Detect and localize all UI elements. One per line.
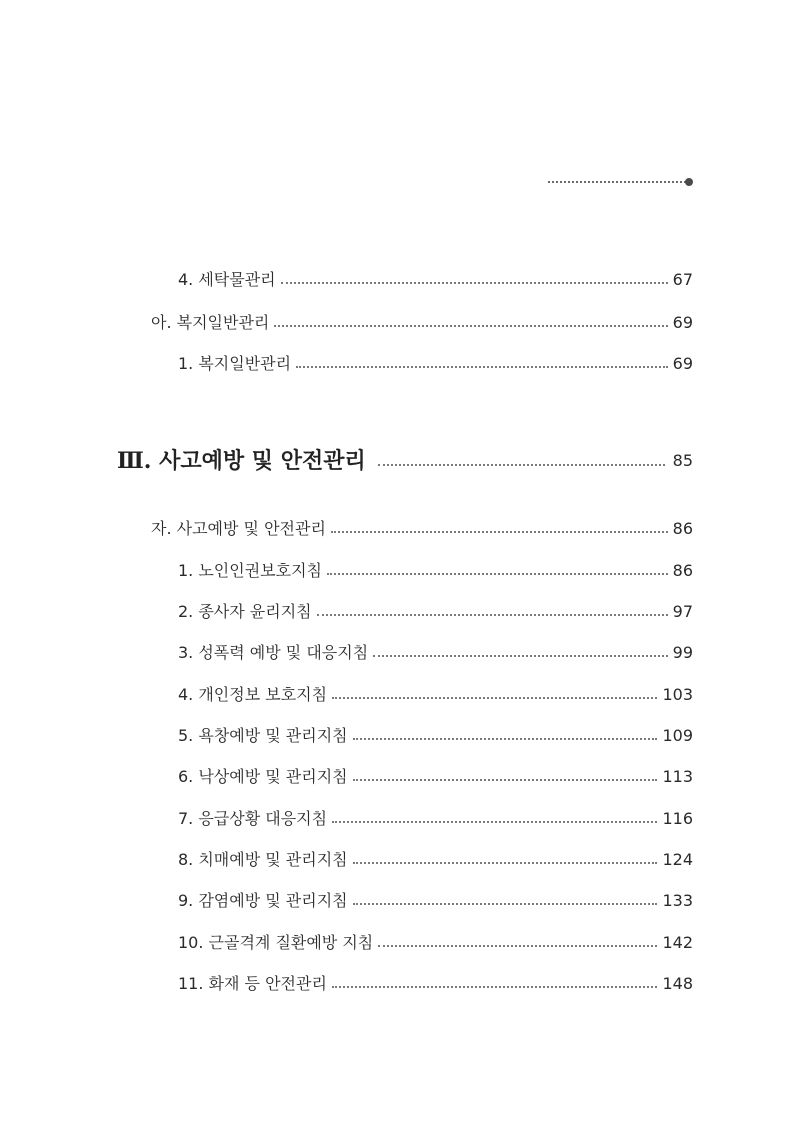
- toc-entry-page: 103: [662, 685, 693, 704]
- toc-entry-label: 11. 화재 등 안전관리: [178, 974, 327, 993]
- toc-entry-page: 97: [672, 602, 693, 621]
- toc-entry-page: 69: [672, 354, 693, 373]
- toc-entry-label: 4. 개인정보 보호지침: [178, 685, 328, 704]
- toc-entry-page: 99: [672, 643, 693, 662]
- toc-entry-page: 124: [662, 850, 693, 869]
- toc-section-entry[interactable]: [151, 310, 693, 336]
- toc-entry-label: 7. 응급상황 대응지침: [178, 809, 328, 828]
- toc-entry-label: 5. 욕창예방 및 관리지침: [178, 726, 348, 745]
- toc-entry[interactable]: [178, 682, 693, 708]
- toc-entry-page: 133: [662, 891, 693, 910]
- toc-entry[interactable]: [178, 558, 693, 584]
- toc-entry-page: 109: [662, 726, 693, 745]
- toc-entry-label: 3. 성폭력 예방 및 대응지침: [178, 643, 369, 662]
- toc-entry[interactable]: [178, 930, 693, 956]
- toc-entry-label: 10. 근골격계 질환예방 지침: [178, 933, 374, 952]
- toc-entry-page: 116: [662, 809, 693, 828]
- toc-chapter-page: 85: [672, 451, 693, 470]
- dot-leader: [378, 464, 665, 466]
- toc-entry-label: 6. 낙상예방 및 관리지침: [178, 767, 348, 786]
- toc-entry[interactable]: [178, 888, 693, 914]
- toc-entry[interactable]: [178, 723, 693, 749]
- header-dotted-line: [548, 181, 686, 183]
- toc-entry-label: 1. 복지일반관리: [178, 354, 292, 373]
- dot-leader: [296, 366, 668, 368]
- toc-entry[interactable]: [178, 847, 693, 873]
- dot-leader: [332, 821, 657, 823]
- dot-leader: [353, 779, 658, 781]
- toc-entry-label: 자. 사고예방 및 안전관리: [151, 519, 326, 538]
- toc-entry-page: 142: [662, 933, 693, 952]
- toc-entry[interactable]: [178, 806, 693, 832]
- toc-entry[interactable]: [178, 764, 693, 790]
- page-header-ornament: [548, 178, 696, 188]
- dot-leader: [353, 903, 658, 905]
- dot-leader: [378, 945, 657, 947]
- dot-leader: [353, 862, 658, 864]
- toc-section-entry[interactable]: [151, 516, 693, 542]
- dot-leader: [327, 573, 668, 575]
- toc-entry-page: 113: [662, 767, 693, 786]
- toc-entry[interactable]: [178, 971, 693, 997]
- dot-leader: [274, 325, 667, 327]
- toc-entry-label: 1. 노인인권보호지침: [178, 561, 322, 580]
- toc-entry-page: 148: [662, 974, 693, 993]
- toc-entry[interactable]: [178, 351, 693, 377]
- toc-entry[interactable]: [178, 267, 693, 293]
- toc-chapter-label: Ⅲ. 사고예방 및 안전관리: [117, 448, 366, 474]
- toc-entry-page: 86: [672, 519, 693, 538]
- toc-entry-label: 9. 감염예방 및 관리지침: [178, 891, 348, 910]
- toc-entry[interactable]: [178, 599, 693, 625]
- header-bullet-icon: [685, 178, 693, 186]
- toc-entry-label: 4. 세탁물관리: [178, 270, 276, 289]
- toc-chapter-entry[interactable]: [117, 443, 693, 479]
- toc-entry-label: 2. 종사자 윤리지침: [178, 602, 312, 621]
- toc-entry-label: 8. 치매예방 및 관리지침: [178, 850, 348, 869]
- dot-leader: [332, 697, 657, 699]
- dot-leader: [331, 531, 668, 533]
- toc-entry-page: 67: [672, 270, 693, 289]
- dot-leader: [373, 655, 667, 657]
- toc-entry[interactable]: [178, 640, 693, 666]
- dot-leader: [332, 986, 658, 988]
- toc-entry-label: 아. 복지일반관리: [151, 313, 270, 332]
- toc-entry-page: 86: [672, 561, 693, 580]
- dot-leader: [281, 282, 668, 284]
- toc-entry-page: 69: [672, 313, 693, 332]
- dot-leader: [317, 614, 668, 616]
- dot-leader: [353, 738, 658, 740]
